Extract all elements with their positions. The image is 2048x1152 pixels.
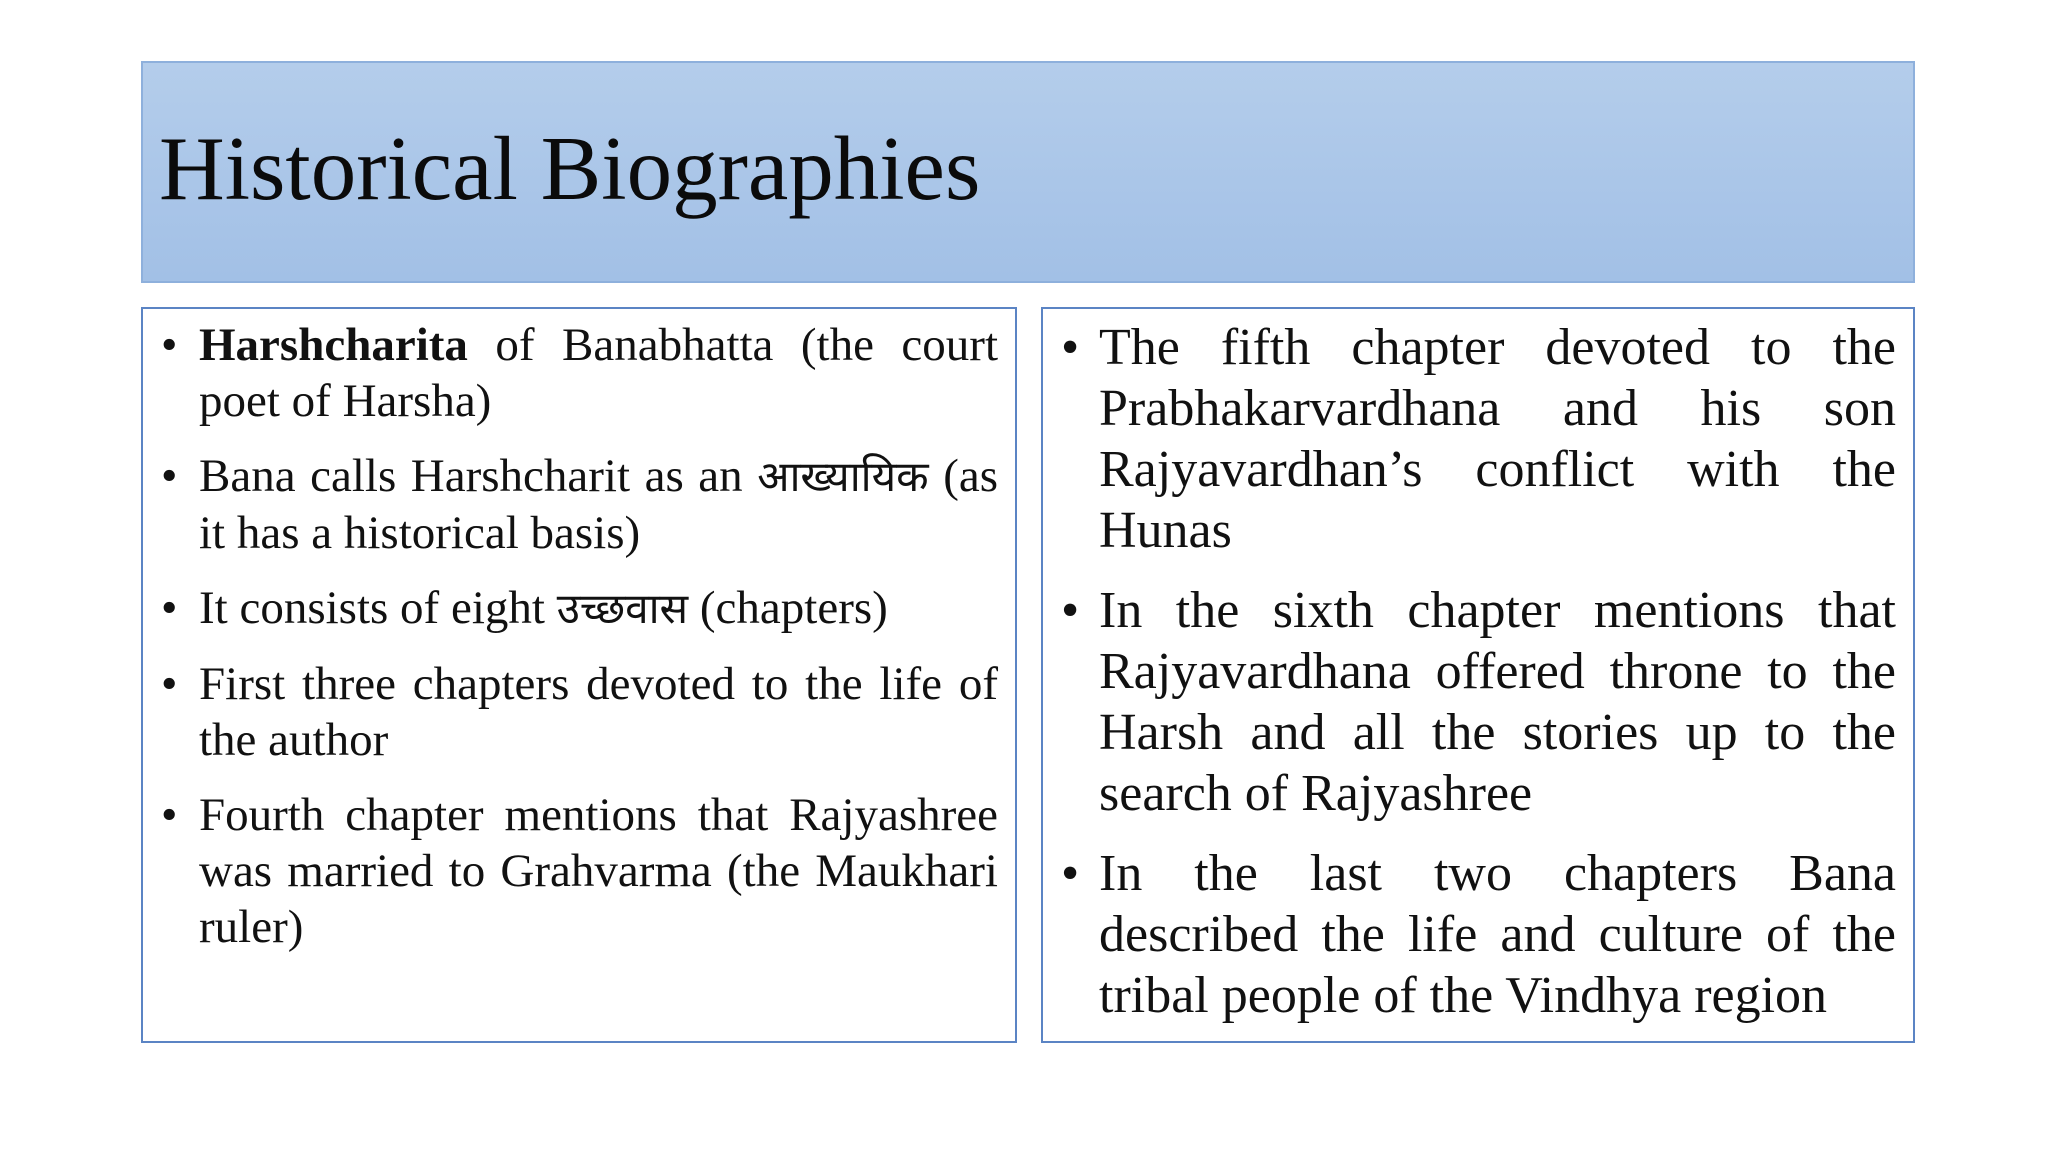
bullet-icon: • (161, 319, 178, 371)
list-item (161, 787, 998, 955)
bullet-icon: • (161, 789, 178, 841)
list-item-text: In the sixth chapter mentions that Rajyavardhana offered throne to the Harsh and all the stories up to the search of Rajyashree (1099, 582, 1896, 822)
bullet-icon: • (161, 450, 178, 502)
slide-title: Historical Biographies (159, 118, 981, 219)
list-item-text: The fifth chapter devoted to the Prabhakarvardhana and his son Rajyavardhan’s conflict with the Hunas (1099, 319, 1896, 559)
list-item-text: (as it has a historical basis) (199, 450, 998, 559)
list-item (161, 656, 998, 768)
right-content-panel (1041, 307, 1915, 1043)
list-item-text: In the last two chapters Bana described the life and culture of the tribal people of the Vindhya region (1099, 845, 1896, 1024)
list-item (1061, 843, 1896, 1026)
list-item-text: of Banabhatta (the court poet of Harsha) (199, 319, 998, 427)
work-title: Harshcharita (199, 319, 468, 371)
list-item (161, 448, 998, 561)
bullet-icon: • (1061, 845, 1080, 902)
list-item (1061, 580, 1896, 824)
list-item (161, 317, 998, 429)
list-item-text: Bana calls Harshcharit as an (199, 450, 758, 502)
list-item-text: It consists of eight (199, 582, 557, 634)
bullet-icon: • (161, 582, 178, 634)
left-bullet-list (161, 317, 998, 955)
list-item-text: First three chapters devoted to the life of the author (199, 658, 998, 766)
right-bullet-list (1061, 317, 1896, 1026)
devanagari-term: आख्यायिक (757, 452, 929, 501)
bullet-icon: • (161, 658, 178, 710)
bullet-icon: • (1061, 319, 1080, 376)
left-content-panel (141, 307, 1017, 1043)
list-item (1061, 317, 1896, 561)
bullet-icon: • (1061, 582, 1080, 639)
devanagari-term: उच्छवास (556, 584, 689, 633)
list-item-text: Fourth chapter mentions that Rajyashree was married to Grahvarma (the Maukhari ruler) (199, 789, 998, 953)
list-item-text: (chapters) (688, 582, 888, 634)
list-item (161, 580, 998, 637)
title-bar (141, 61, 1915, 283)
